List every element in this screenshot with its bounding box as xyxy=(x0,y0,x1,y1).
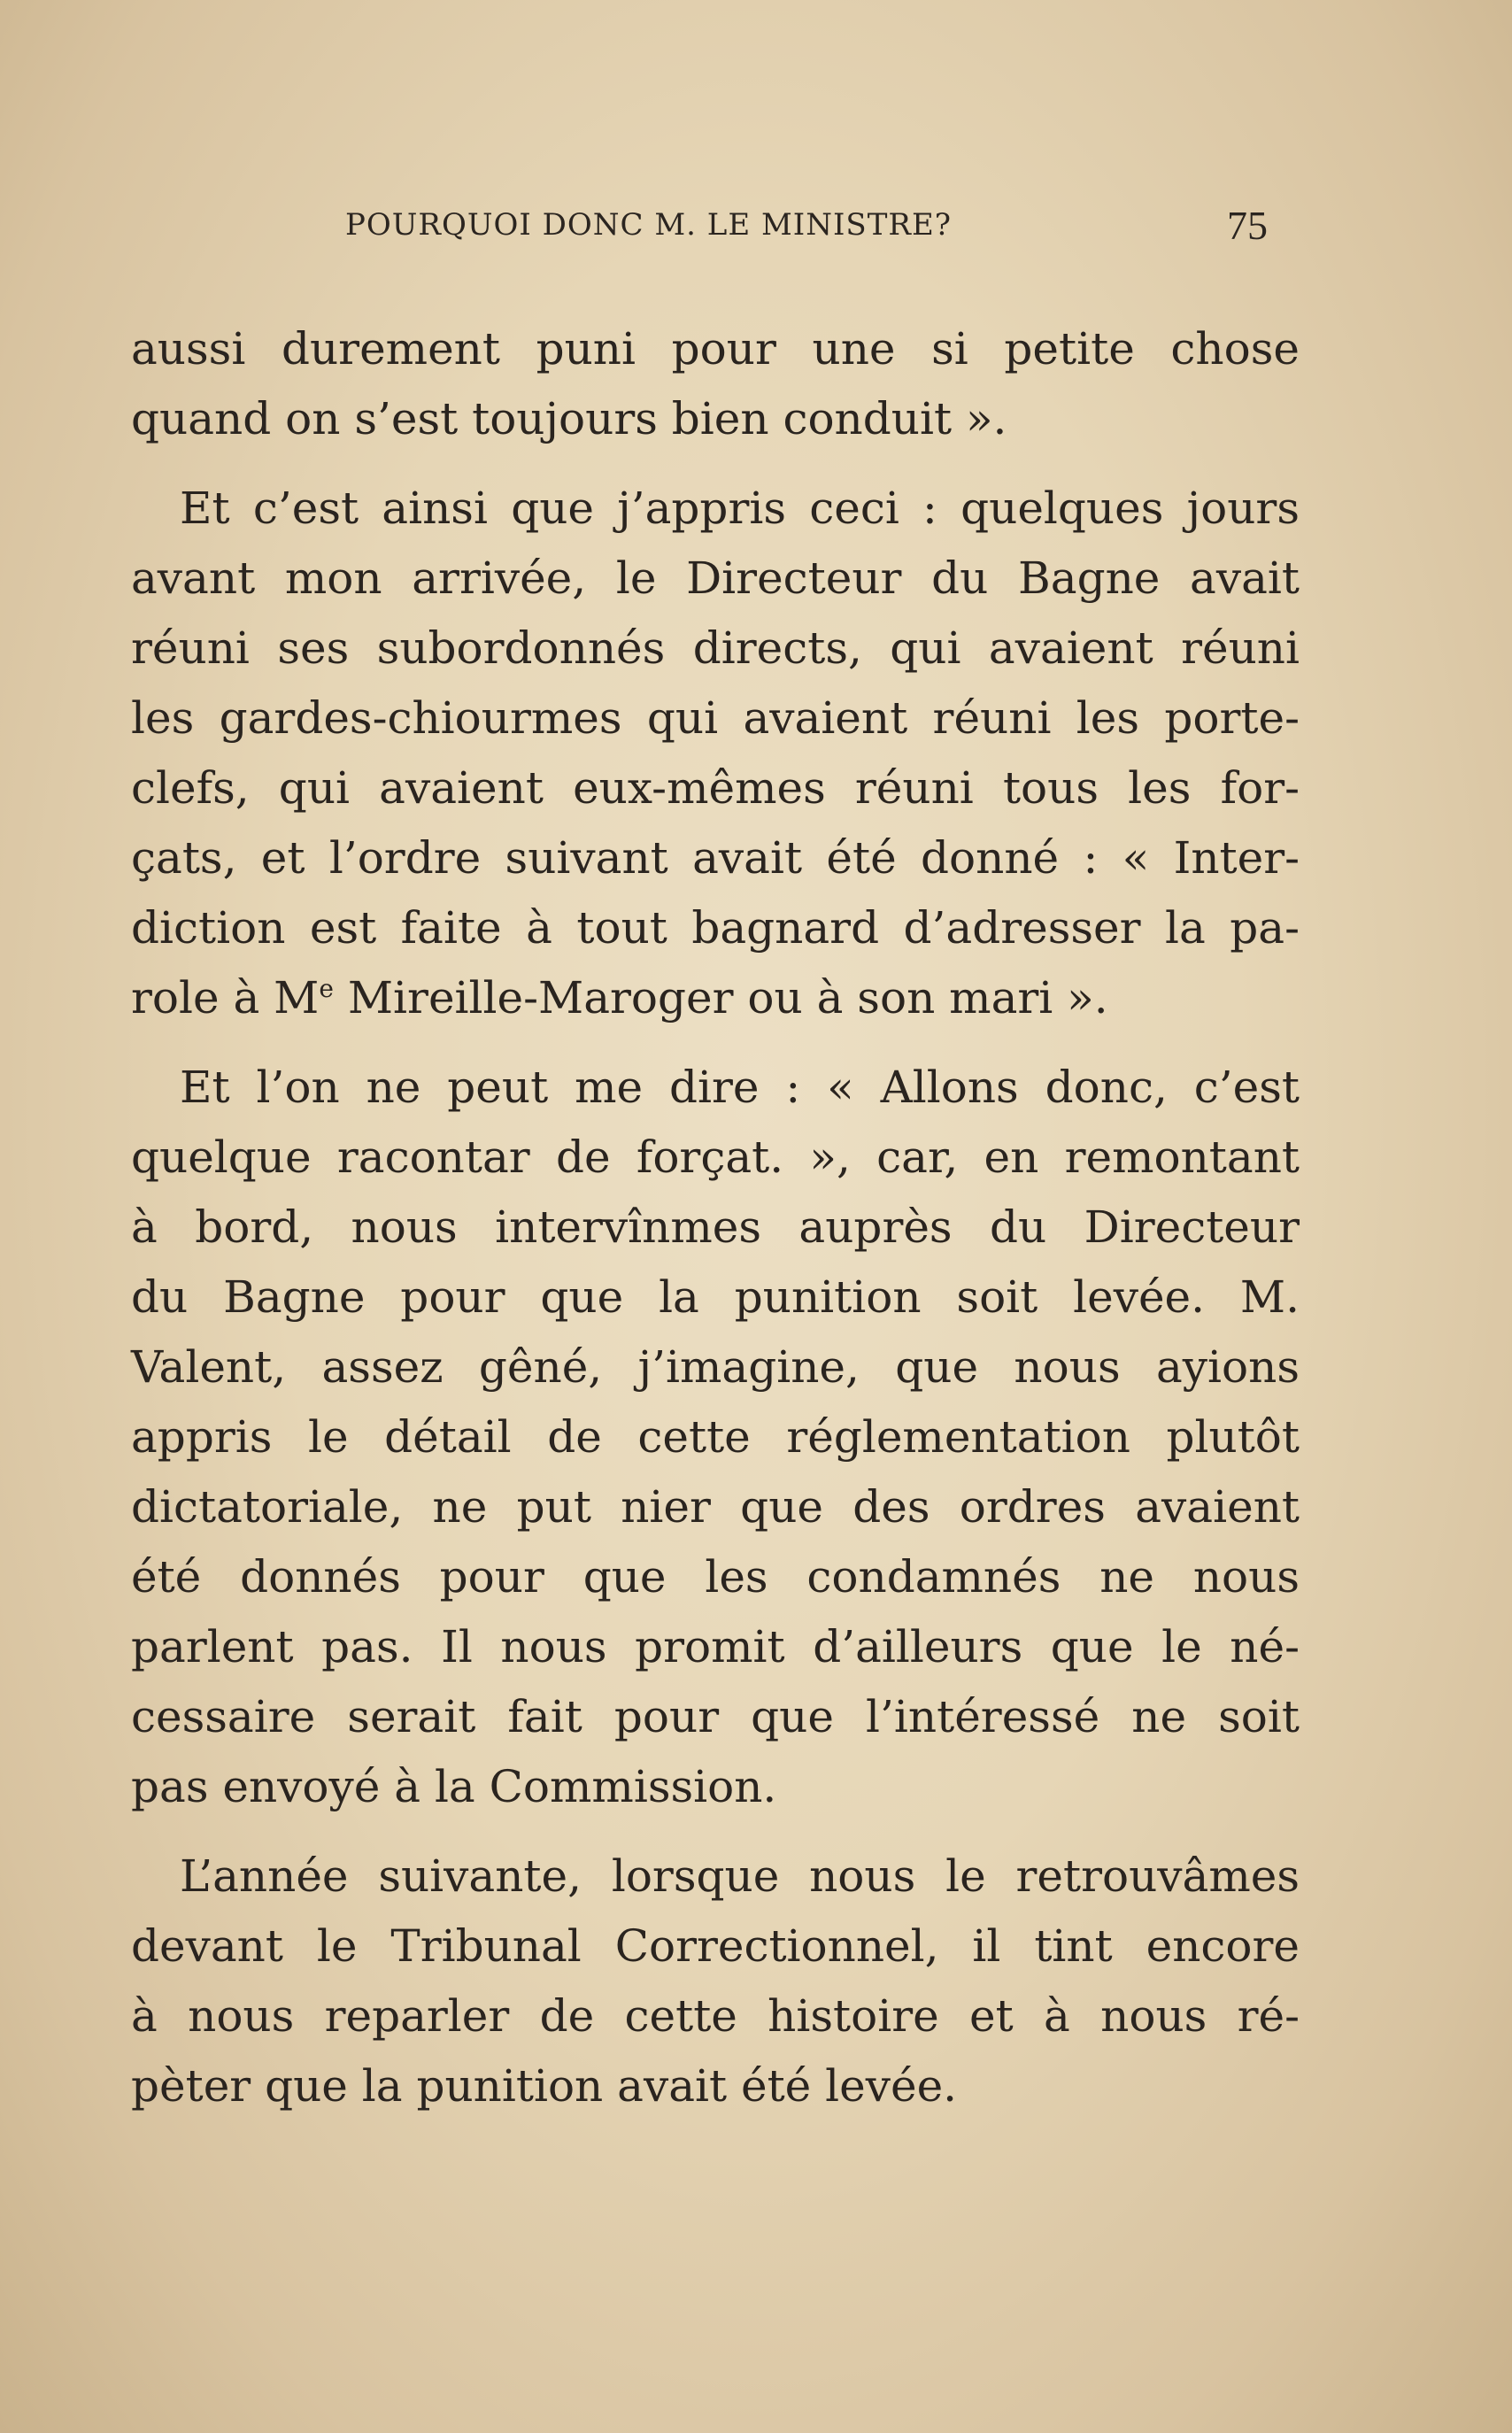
text-line: diction est faite à tout bagnard d’adresser la pa- xyxy=(131,902,1300,954)
text-line: parlent pas. Il nous promit d’ailleurs que le né- xyxy=(131,1621,1300,1672)
text-line: pèter que la punition avait été levée. xyxy=(131,2060,958,2112)
text-line: devant le Tribunal Correctionnel, il tint encore xyxy=(131,1920,1300,1972)
paragraph-1 xyxy=(131,314,1300,454)
text-line: çats, et l’ordre suivant avait été donné : « Inter- xyxy=(131,832,1300,884)
text-line: été donnés pour que les condamnés ne nous xyxy=(131,1551,1300,1603)
page-header xyxy=(133,202,1284,255)
text-line: quand on s’est toujours bien conduit ». xyxy=(131,393,1007,444)
text-line: les gardes-chiourmes qui avaient réuni les porte- xyxy=(131,692,1300,744)
text-line: Valent, assez gêné, j’imagine, que nous ayions xyxy=(131,1341,1300,1393)
body-text xyxy=(131,314,1300,2121)
text-line: Et c’est ainsi que j’appris ceci : quelques jours xyxy=(180,483,1300,534)
text-line xyxy=(131,963,1300,1033)
text-line: appris le détail de cette réglementation plutôt xyxy=(131,1411,1300,1463)
text-line: Et l’on ne peut me dire : « Allons donc, c’est xyxy=(180,1062,1300,1113)
text-line: du Bagne pour que la punition soit levée. M. xyxy=(131,1271,1300,1323)
paragraph-3 xyxy=(131,1053,1300,1822)
text-line: clefs, qui avaient eux-mêmes réuni tous les for- xyxy=(131,762,1300,814)
page-number: 75 xyxy=(1227,203,1268,248)
text-line: avant mon arrivée, le Directeur du Bagne avait xyxy=(131,552,1300,604)
text-line: dictatoriale, ne put nier que des ordres avaient xyxy=(131,1481,1300,1533)
text-line: pas envoyé à la Commission. xyxy=(131,1761,777,1812)
text-fragment: Mireille-Maroger ou à son mari ». xyxy=(333,972,1108,1023)
text-line: réuni ses subordonnés directs, qui avaient réuni xyxy=(131,622,1300,674)
paragraph-4 xyxy=(131,1842,1300,2121)
text-fragment: role à M xyxy=(131,972,320,1023)
text-line: à bord, nous intervînmes auprès du Directeur xyxy=(131,1201,1300,1253)
text-line: à nous reparler de cette histoire et à nous ré- xyxy=(131,1990,1300,2042)
running-title: POURQUOI DONC M. LE MINISTRE? xyxy=(345,207,953,243)
text-line: aussi durement puni pour une si petite chose xyxy=(131,323,1300,375)
text-line: L’année suivante, lorsque nous le retrouvâmes xyxy=(180,1850,1300,1902)
text-line: quelque racontar de forçat. », car, en remontant xyxy=(131,1132,1300,1183)
text-line: cessaire serait fait pour que l’intéressé ne soit xyxy=(131,1691,1300,1742)
superscript-e: e xyxy=(319,974,334,1003)
paragraph-2 xyxy=(131,474,1300,1033)
